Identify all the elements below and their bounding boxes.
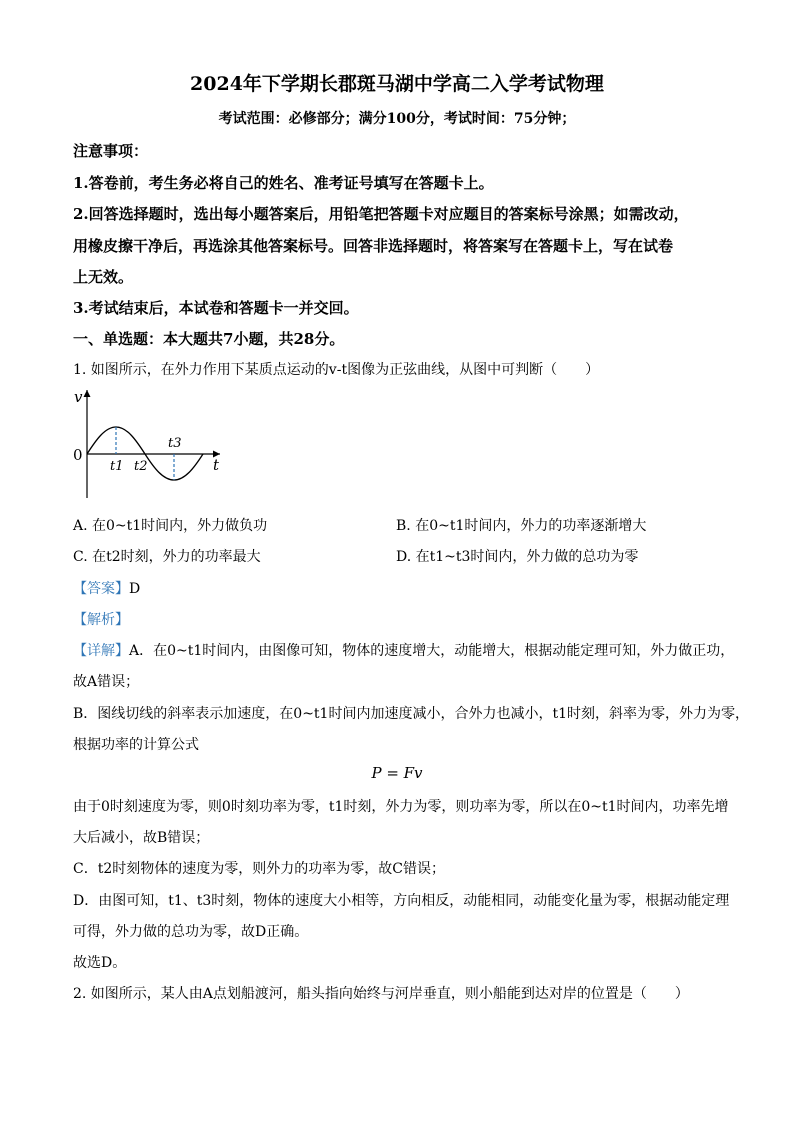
detail-d-line2: 可得，外力做的总功为零，故D正确。 bbox=[73, 924, 309, 940]
t2-label: t2 bbox=[134, 459, 148, 474]
power-formula: P = Fv bbox=[371, 764, 423, 782]
q1-option-b: B. 在0~t1时间内，外力的功率逐渐增大 bbox=[396, 518, 647, 534]
t-axis-label: t bbox=[213, 456, 220, 474]
q2-stem: 2. 如图所示，某人由A点划船渡河，船头指向始终与河岸垂直，则小船能到达对岸的位置是（ ） bbox=[73, 986, 689, 1002]
note-item-2-line2: 用橡皮擦干净后，再选涂其他答案标号。回答非选择题时，将答案写在答题卡上，写在试卷 bbox=[73, 237, 674, 255]
detail-b-line4: 大后减小，故B错误； bbox=[73, 830, 210, 846]
section-heading: 一、单选题：本大题共7小题，共28分。 bbox=[73, 330, 345, 348]
detail-a-line1 bbox=[73, 640, 734, 660]
notes-heading: 注意事项： bbox=[73, 142, 149, 160]
vt-graph bbox=[70, 384, 230, 504]
t1-label: t1 bbox=[110, 459, 124, 474]
answer-tag: 【答案】 bbox=[73, 581, 129, 597]
detail-d-line1: D．由图可知，t1、t3时刻，物体的速度大小相等，方向相反，动能相同，动能变化量为零，根据动能定理 bbox=[73, 893, 730, 909]
analysis-tag: 【解析】 bbox=[73, 612, 129, 628]
answer-value: D bbox=[129, 581, 141, 597]
v-axis-label: v bbox=[74, 388, 83, 406]
origin-label: 0 bbox=[73, 446, 83, 464]
q1-answer bbox=[73, 578, 140, 598]
note-item-3: 3.考试结束后，本试卷和答题卡一并交回。 bbox=[73, 299, 359, 317]
t3-label: t3 bbox=[168, 436, 182, 451]
exam-subtitle: 考试范围：必修部分；满分100分，考试时间：75分钟； bbox=[218, 111, 576, 127]
q1-stem: 1. 如图所示，在外力作用下某质点运动的v-t图像为正弦曲线，从图中可判断（ ） bbox=[73, 362, 600, 378]
exam-title: 2024年下学期长郡斑马湖中学高二入学考试物理 bbox=[190, 73, 604, 95]
detail-b-line2: 根据功率的计算公式 bbox=[73, 737, 199, 753]
detail-c: C．t2时刻物体的速度为零，则外力的功率为零，故C错误； bbox=[73, 861, 445, 877]
q1-option-d: D. 在t1~t3时间内，外力做的总功为零 bbox=[396, 549, 639, 565]
detail-b-line3: 由于0时刻速度为零，则0时刻功率为零，t1时刻，外力为零，则功率为零，所以在0~t1时间内，功率先增 bbox=[73, 799, 729, 815]
note-item-1: 1.答卷前，考生务必将自己的姓名、准考证号填写在答题卡上。 bbox=[73, 174, 494, 192]
detail-a-text: A．在0~t1时间内，由图像可知，物体的速度增大，动能增大，根据动能定理可知，外力做正功， bbox=[129, 643, 735, 659]
q1-conclusion: 故选D。 bbox=[73, 955, 127, 971]
note-item-2-line1: 2.回答选择题时，选出每小题答案后，用铅笔把答题卡对应题目的答案标号涂黑；如需改动， bbox=[73, 205, 689, 223]
detail-a-line2: 故A错误； bbox=[73, 674, 140, 690]
q1-option-c: C. 在t2时刻，外力的功率最大 bbox=[73, 549, 261, 565]
q1-option-a: A. 在0~t1时间内，外力做负功 bbox=[73, 518, 268, 534]
detail-tag: 【详解】 bbox=[73, 643, 129, 659]
note-item-2-line3: 上无效。 bbox=[73, 268, 134, 286]
detail-b-line1: B．图线切线的斜率表示加速度，在0~t1时间内加速度减小，合外力也减小，t1时刻，斜率为零，外力为零， bbox=[73, 706, 749, 722]
